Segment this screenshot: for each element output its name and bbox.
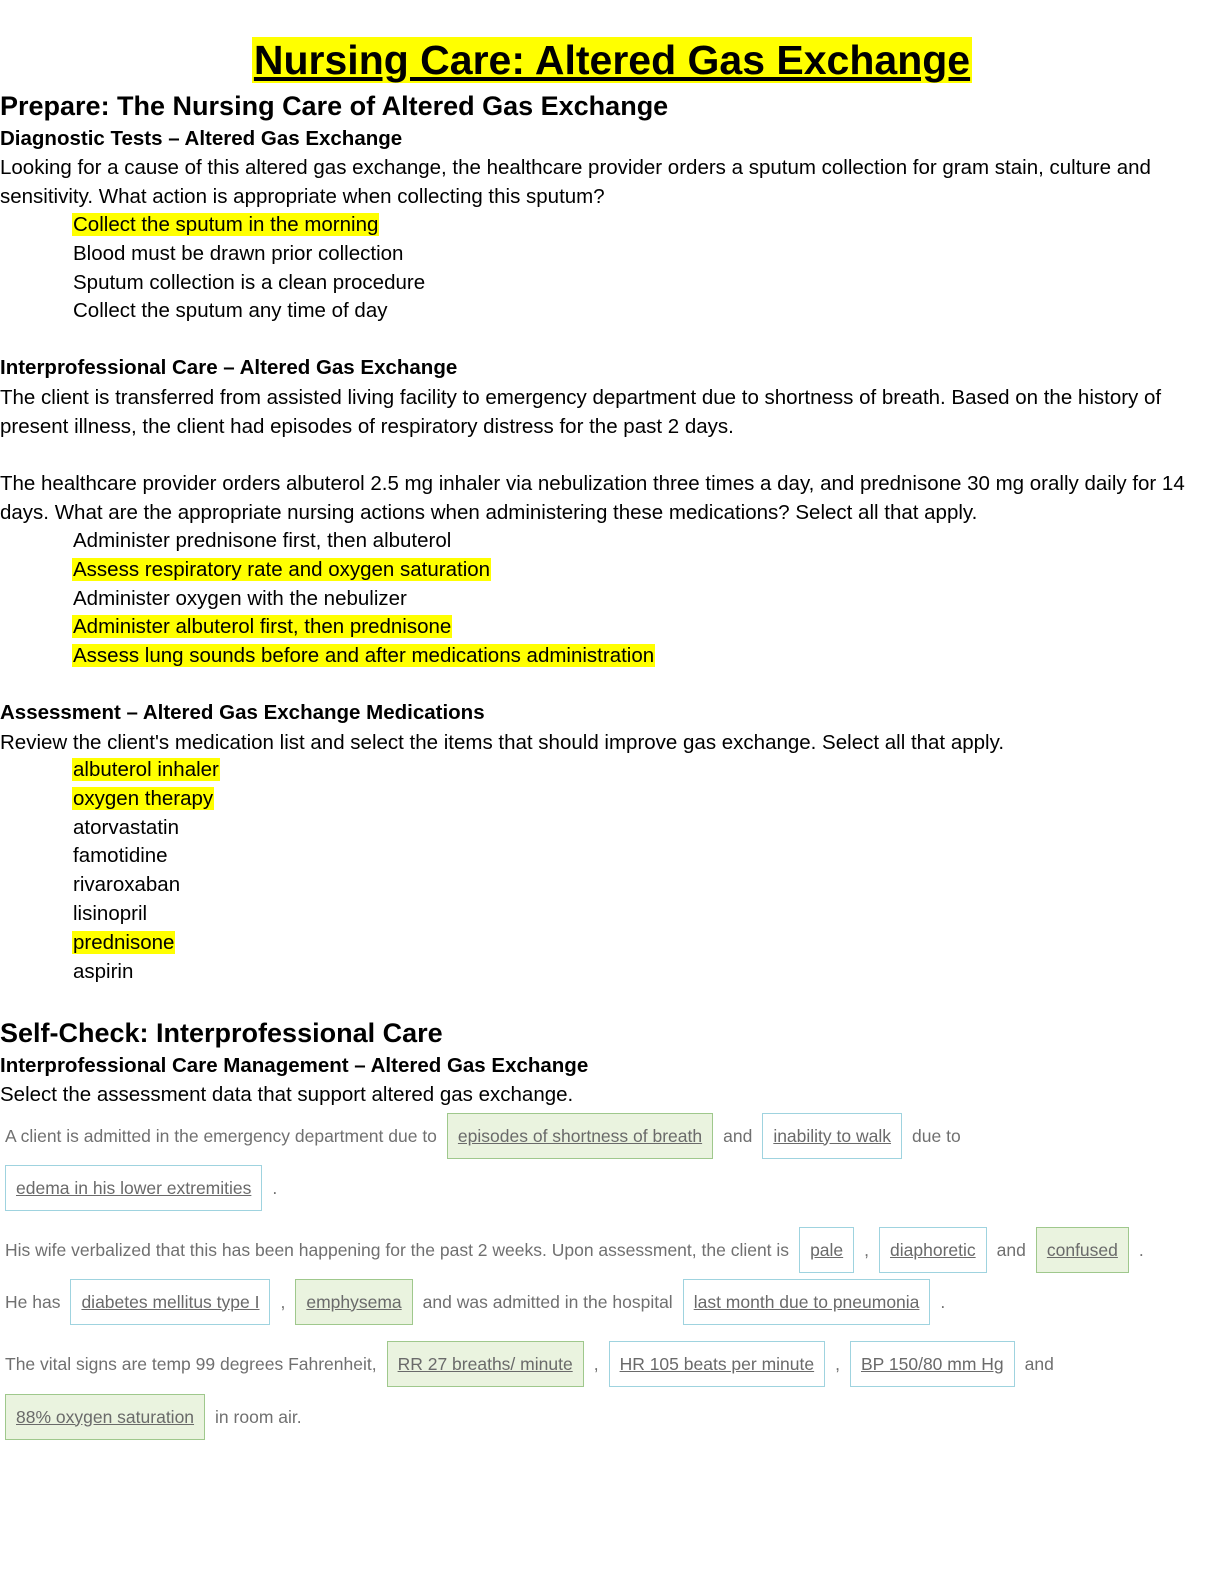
cloze-row-2 — [5, 1163, 287, 1213]
assessment-question: Review the client's medication list and select the items that should improve gas exchange. Select all that apply. — [0, 731, 1005, 754]
cloze-row-6 — [5, 1392, 312, 1442]
cloze-punct: . — [272, 1177, 278, 1198]
cloze-row-5 — [5, 1339, 1064, 1389]
cloze-option-hr[interactable]: HR 105 beats per minute — [609, 1341, 826, 1387]
cloze-punct: . — [940, 1291, 946, 1312]
cloze-punct: , — [593, 1353, 599, 1374]
selfcheck-heading: Self-Check: Interprofessional Care — [0, 1018, 443, 1048]
option-text: famotidine — [73, 844, 168, 868]
option-text: Collect the sputum any time of day — [73, 299, 388, 323]
cloze-option-bp[interactable]: BP 150/80 mm Hg — [850, 1341, 1015, 1387]
option-text: Sputum collection is a clean procedure — [73, 270, 426, 294]
cloze-text: and was admitted in the hospital — [422, 1291, 673, 1312]
option-text: lisinopril — [73, 901, 148, 925]
prepare-heading: Prepare: The Nursing Care of Altered Gas Exchange — [0, 91, 669, 121]
cloze-row-1 — [5, 1111, 971, 1161]
selfcheck-instruction: Select the assessment data that support altered gas exchange. — [0, 1083, 574, 1106]
cloze-text: and — [996, 1239, 1026, 1260]
cloze-option-pneumonia[interactable]: last month due to pneumonia — [683, 1279, 931, 1325]
option-text: Assess lung sounds before and after medications administration — [73, 644, 655, 668]
assessment-options — [72, 756, 220, 986]
cloze-option-diabetes[interactable]: diabetes mellitus type I — [70, 1279, 270, 1325]
cloze-text: and — [1024, 1353, 1054, 1374]
option-text: Administer prednisone first, then albuterol — [73, 529, 452, 552]
option-item — [72, 871, 220, 900]
option-item — [72, 814, 220, 843]
cloze-row-3 — [5, 1225, 1154, 1275]
option-item — [72, 785, 220, 814]
option-text: Blood must be drawn prior collection — [73, 241, 404, 265]
selfcheck-subheading: Interprofessional Care Management – Altered Gas Exchange — [0, 1054, 589, 1077]
option-text: albuterol inhaler — [73, 758, 219, 781]
option-item — [72, 556, 655, 585]
cloze-text: due to — [912, 1125, 961, 1146]
diagnostic-heading: Diagnostic Tests – Altered Gas Exchange — [0, 127, 403, 150]
cloze-text: He has — [5, 1291, 61, 1312]
option-item — [72, 585, 655, 614]
cloze-option-shortness-of-breath[interactable]: episodes of shortness of breath — [447, 1113, 713, 1159]
option-text: Administer albuterol first, then prednisone — [73, 615, 452, 639]
cloze-option-oxygen-saturation[interactable]: 88% oxygen saturation — [5, 1394, 205, 1440]
cloze-text: A client is admitted in the emergency department due to — [5, 1125, 437, 1146]
option-item — [72, 527, 655, 556]
option-item — [72, 240, 426, 269]
cloze-row-4 — [5, 1277, 955, 1327]
page-title-text: Nursing Care: Altered Gas Exchange — [253, 37, 971, 83]
diagnostic-question: Looking for a cause of this altered gas exchange, the healthcare provider orders a sputum collection for gram stain, culture and sensitivity. What action is appropriate when collecting this sputum? — [0, 156, 1151, 208]
option-item — [72, 958, 220, 987]
assessment-heading: Assessment – Altered Gas Exchange Medications — [0, 701, 485, 724]
cloze-option-emphysema[interactable]: emphysema — [295, 1279, 412, 1325]
interprofessional-scenario: The client is transferred from assisted living facility to emergency department due to shortness of breath. Based on the history of present illness, the client had episodes of respiratory distress for the past 2 days. — [0, 386, 1162, 438]
cloze-option-edema[interactable]: edema in his lower extremities — [5, 1165, 262, 1211]
interprofessional-question: The healthcare provider orders albuterol 2.5 mg inhaler via nebulization three times a day, and prednisone 30 mg orally daily for 14 days. What are the appropriate nursing actions when administering these medications? Select all that apply. — [0, 472, 1185, 524]
option-item — [72, 297, 426, 326]
cloze-text: and — [723, 1125, 753, 1146]
option-item — [72, 642, 655, 671]
option-item — [72, 756, 220, 785]
cloze-option-diaphoretic[interactable]: diaphoretic — [879, 1227, 987, 1273]
option-item — [72, 211, 426, 240]
cloze-option-rr[interactable]: RR 27 breaths/ minute — [387, 1341, 584, 1387]
option-text: aspirin — [73, 959, 134, 983]
cloze-option-pale[interactable]: pale — [799, 1227, 854, 1273]
option-text: prednisone — [73, 930, 175, 954]
option-item — [72, 613, 655, 642]
option-text: atorvastatin — [73, 815, 179, 839]
option-text: oxygen therapy — [73, 786, 214, 810]
option-item — [72, 269, 426, 298]
cloze-punct: , — [835, 1353, 840, 1374]
option-text: Administer oxygen with the nebulizer — [73, 586, 407, 610]
option-text: Collect the sputum in the morning — [73, 213, 379, 236]
cloze-text: in room air. — [215, 1406, 302, 1427]
interprofessional-options — [72, 527, 655, 671]
option-text: Assess respiratory rate and oxygen saturation — [73, 557, 491, 581]
cloze-text: His wife verbalized that this has been happening for the past 2 weeks. Upon assessment, the client is — [5, 1239, 790, 1260]
interprofessional-heading: Interprofessional Care – Altered Gas Exchange — [0, 356, 458, 379]
cloze-option-inability-to-walk[interactable]: inability to walk — [762, 1113, 902, 1159]
cloze-punct: , — [280, 1291, 286, 1312]
option-item — [72, 900, 220, 929]
cloze-text: The vital signs are temp 99 degrees Fahrenheit, — [5, 1353, 377, 1374]
option-text: rivaroxaban — [73, 873, 181, 897]
option-item — [72, 842, 220, 871]
cloze-punct: , — [864, 1239, 870, 1260]
option-item — [72, 929, 220, 958]
cloze-punct: . — [1138, 1239, 1144, 1260]
cloze-option-confused[interactable]: confused — [1036, 1227, 1129, 1273]
page-title — [0, 34, 1224, 86]
diagnostic-options — [72, 211, 426, 326]
